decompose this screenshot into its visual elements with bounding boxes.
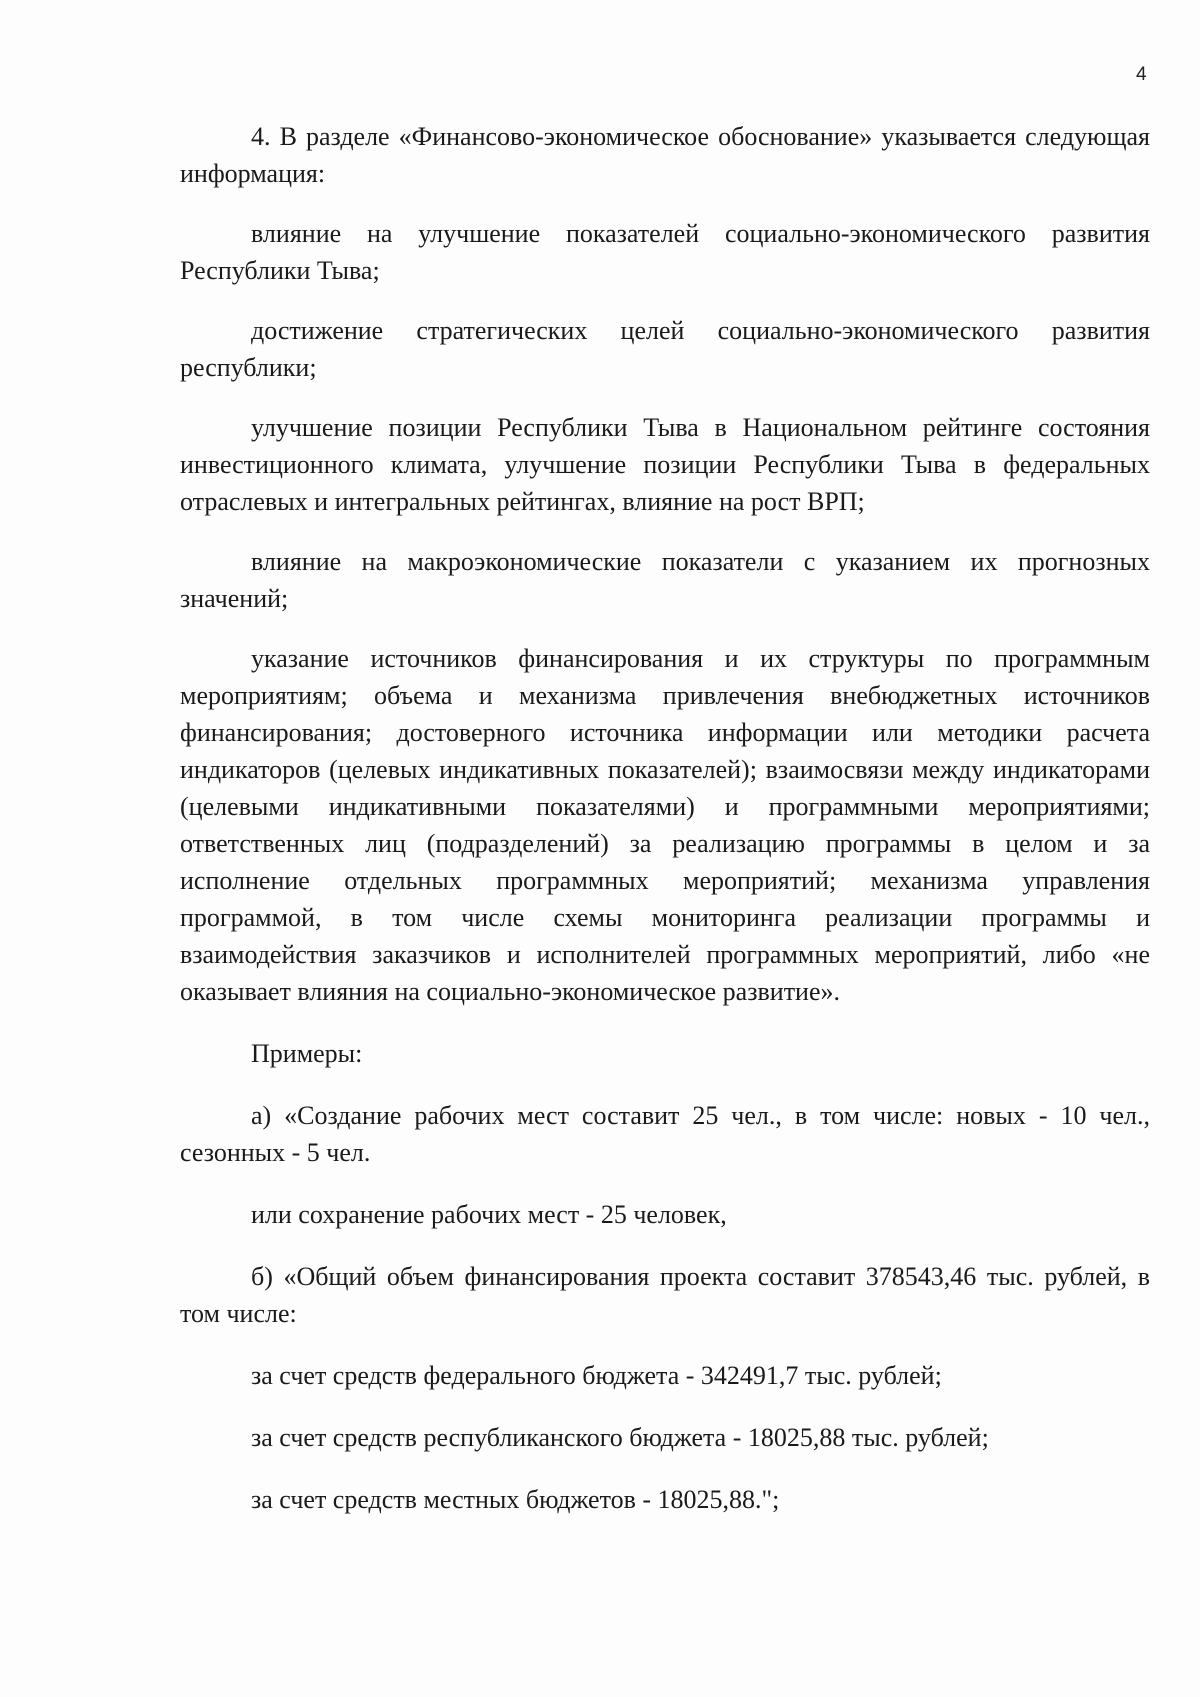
paragraph-example-b: б) «Общий объем финансирования проекта составит 378543,46 тыс. рублей, в том числе: bbox=[180, 1262, 1150, 1328]
paragraph-section-intro: 4. В разделе «Финансово-экономическое обоснование» указывается следующая информация: bbox=[180, 122, 1150, 188]
paragraph-local-budget: за счет средств местных бюджетов - 18025,88."; bbox=[251, 1485, 780, 1514]
paragraph-item-ratings: улучшение позиции Республики Тыва в Национальном рейтинге состояния инвестиционного климата, улучшение позиции Республики Тыва в федеральных отраслевых и интегральных рейтингах, влияние на рост ВРП; bbox=[180, 413, 1150, 516]
paragraph-examples-heading: Примеры: bbox=[251, 1039, 363, 1068]
page-number: 4 bbox=[1136, 64, 1147, 85]
paragraph-example-a: а) «Создание рабочих мест составит 25 чел., в том числе: новых - 10 чел., сезонных - 5 чел. bbox=[180, 1101, 1150, 1167]
paragraph-item-funding-sources: указание источников финансирования и их структуры по программным мероприятиям; объема и механизма привлечения внебюджетных источников финансирования; достоверного источника информации или методики расчета индикаторов (целевых индикативных показателей); взаимосвязи между индикаторами (целевыми индикативными показателями) и программными мероприятиями; ответственных лиц (подразделений) за реализацию программы в целом и за исполнение отдельных программных мероприятий; механизма управления программой, в том числе схемы мониторинга реализации программы и взаимодействия заказчиков и исполнителей программных мероприятий, либо «не оказывает влияния на социально-экономическое развитие». bbox=[180, 644, 1150, 1006]
paragraph-item-macroeconomics: влияние на макроэкономические показатели с указанием их прогнозных значений; bbox=[180, 547, 1150, 613]
paragraph-item-indicators: влияние на улучшение показателей социально-экономического развития Республики Тыва; bbox=[180, 219, 1150, 285]
paragraph-republic-budget: за счет средств республиканского бюджета - 18025,88 тыс. рублей; bbox=[251, 1423, 989, 1452]
paragraph-item-strategic-goals: достижение стратегических целей социально-экономического развития республики; bbox=[180, 316, 1150, 382]
paragraph-example-a-alt: или сохранение рабочих мест - 25 человек, bbox=[251, 1200, 727, 1229]
document-body bbox=[180, 118, 1150, 1518]
paragraph-federal-budget: за счет средств федерального бюджета - 342491,7 тыс. рублей; bbox=[251, 1361, 942, 1390]
